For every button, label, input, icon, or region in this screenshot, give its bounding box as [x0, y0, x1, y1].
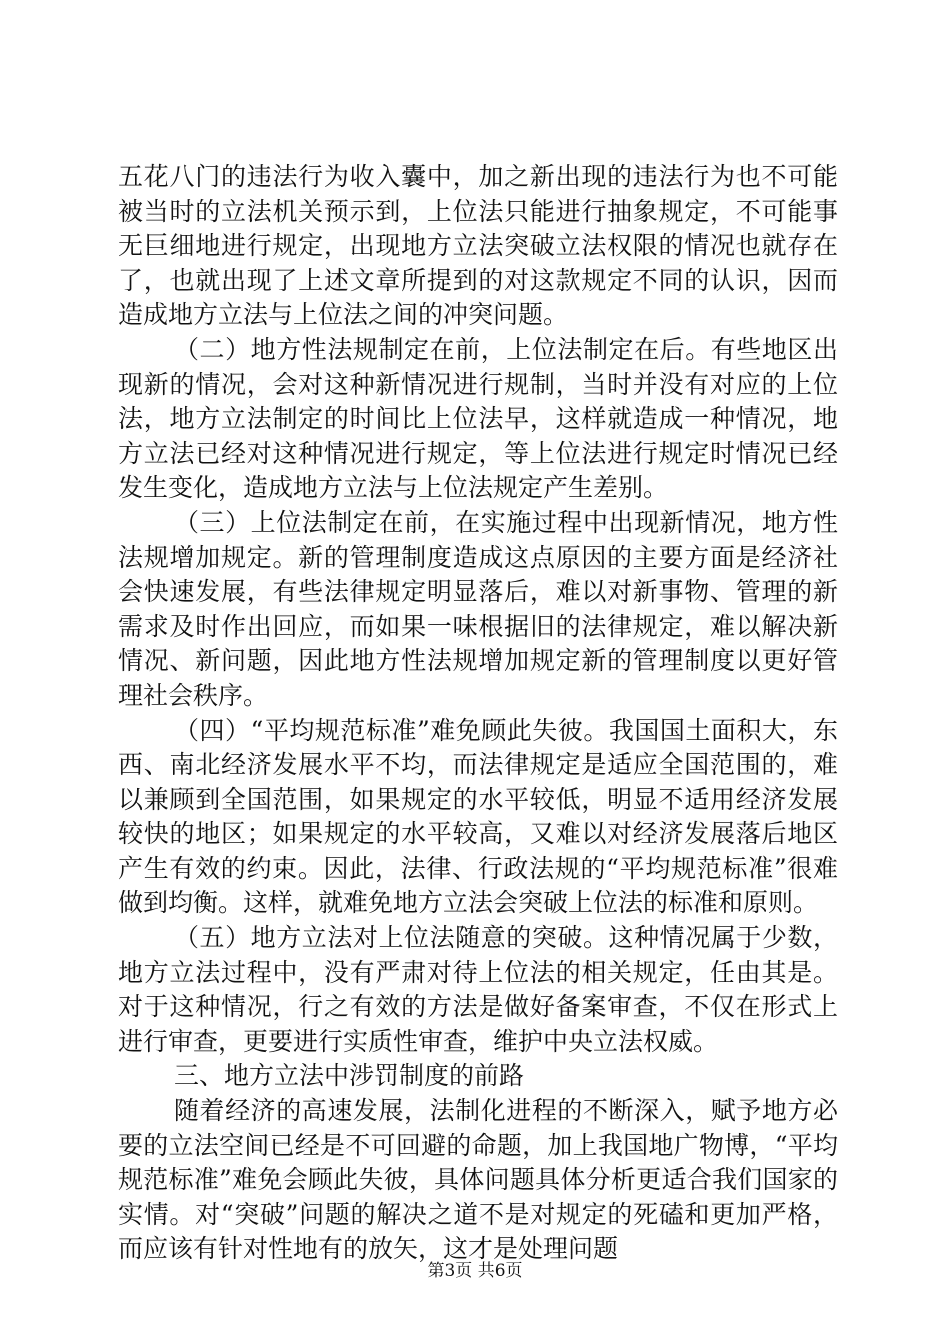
body-paragraph-item-4: （四）“平均规范标准”难免顾此失彼。我国国土面积大，东西、南北经济发展水平不均，而法律规定是适应全国范围的，难以兼顾到全国范围，如果规定的水平较低，明显不适用经济发展较快的地区；如果规定的水平较高，又难以对经济发展落后地区产生有效的约束。因此，法律、行政法规的“平均规范标准”很难做到均衡。这样，就难免地方立法会突破上位法的标准和原则。 [118, 715, 838, 918]
body-paragraph-item-3: （三）上位法制定在前，在实施过程中出现新情况，地方性法规增加规定。新的管理制度造成这点原因的主要方面是经济社会快速发展，有些法律规定明显落后，难以对新事物、管理的新需求及时作出回应，而如果一味根据旧的法律规定，难以解决新情况、新问题，因此地方性法规增加规定新的管理制度以更好管理社会秩序。 [118, 507, 838, 710]
section-heading: 三、地方立法中涉罚制度的前路 [174, 1061, 525, 1091]
body-paragraph-continued: 五花八门的违法行为收入囊中，加之新出现的违法行为也不可能被当时的立法机关预示到，上位法只能进行抽象规定，不可能事无巨细地进行规定，出现地方立法突破立法权限的情况也就存在了，也就出现了上述文章所提到的对这款规定不同的认识，因而造成地方立法与上位法之间的冲突问题。 [118, 162, 838, 330]
document-body [118, 160, 838, 1267]
body-paragraph-item-5: （五）地方立法对上位法随意的突破。这种情况属于少数，地方立法过程中，没有严肃对待上位法的相关规定，任由其是。对于这种情况，行之有效的方法是做好备案审查，不仅在形式上进行审查，更要进行实质性审查，维护中央立法权威。 [118, 923, 838, 1056]
page-number-footer: 第3页 共6页 [427, 1261, 523, 1281]
body-paragraph-item-2: （二）地方性法规制定在前，上位法制定在后。有些地区出现新的情况，会对这种新情况进行规制，当时并没有对应的上位法，地方立法制定的时间比上位法早，这样就造成一种情况，地方立法已经对这种情况进行规定，等上位法进行规定时情况已经发生变化，造成地方立法与上位法规定产生差别。 [118, 334, 838, 503]
body-paragraph-closing: 随着经济的高速发展，法制化进程的不断深入，赋予地方必要的立法空间已经是不可回避的命题，加上我国地广物博，“平均规范标准”难免会顾此失彼，具体问题具体分析更适合我们国家的实情。对“突破”问题的解决之道不是对规定的死磕和更加严格，而应该有针对性地有的放矢，这才是处理问题 [118, 1096, 838, 1264]
